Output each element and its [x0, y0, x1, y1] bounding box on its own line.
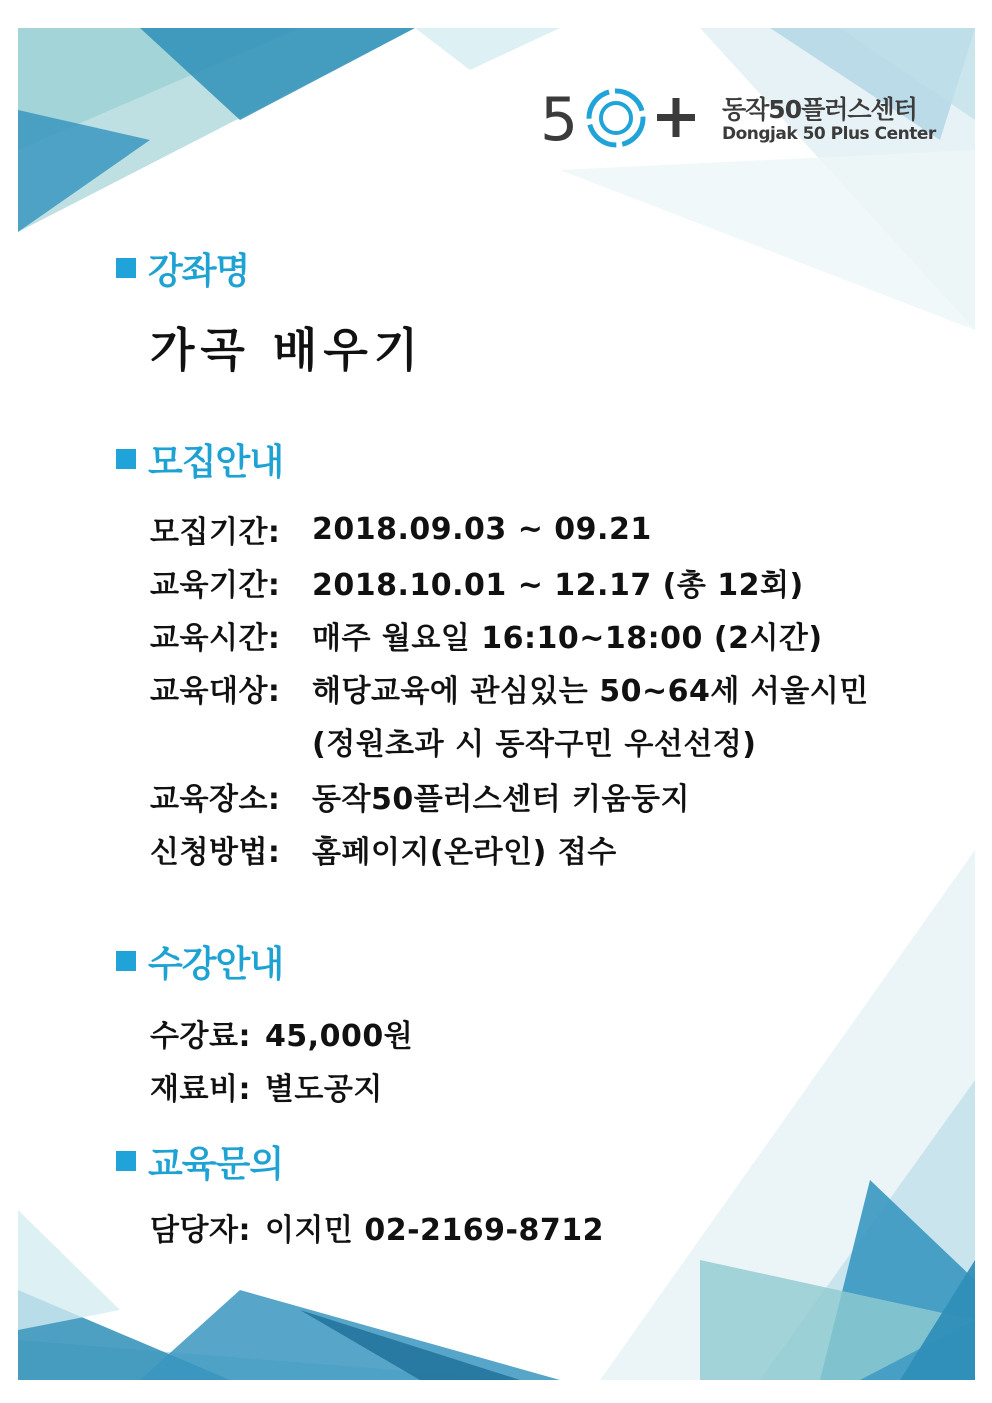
section-course-header: [116, 245, 249, 291]
svg-text:5: 5: [540, 85, 579, 154]
contact-row: [150, 1205, 604, 1249]
recruit-period-row: [150, 507, 652, 551]
tuition-fee-row: [150, 1011, 413, 1055]
row-value: 해당교육에 관심있는 50~64세 서울시민: [312, 674, 869, 709]
row-label: 교육시간:: [150, 621, 281, 656]
education-period-row: [150, 560, 804, 604]
education-place-row: [150, 774, 690, 818]
row-label: 담당자:: [150, 1213, 251, 1248]
section-title: 수강안내: [148, 943, 284, 985]
fifty-plus-logo-icon: [540, 84, 700, 154]
course-name: 가곡 배우기: [150, 323, 425, 377]
row-label: 교육장소:: [150, 782, 281, 817]
row-label: 수강료:: [150, 1019, 251, 1054]
row-label: 신청방법:: [150, 835, 281, 870]
row-value: 별도공지: [264, 1072, 383, 1107]
row-value: (정원초과 시 동작구민 우선선정): [312, 727, 757, 762]
section-title: 강좌명: [148, 250, 250, 292]
bullet-square-icon: [116, 258, 136, 278]
row-value: 45,000원: [264, 1019, 414, 1054]
section-inquiry-header: [116, 1138, 283, 1184]
row-value: 동작50플러스센터 키움둥지: [312, 782, 690, 817]
row-label: 교육대상:: [150, 674, 281, 709]
apply-method-row: [150, 827, 617, 871]
row-value: 이지민 02-2169-8712: [264, 1213, 604, 1248]
material-fee-row: [150, 1064, 383, 1108]
row-label: 모집기간:: [150, 515, 281, 550]
section-title: 모집안내: [148, 441, 284, 483]
row-label: 재료비:: [150, 1072, 251, 1107]
bullet-square-icon: [116, 1151, 136, 1171]
row-value: 홈페이지(온라인) 접수: [312, 835, 617, 870]
section-recruit-header: [116, 436, 283, 482]
section-tuition-header: [116, 938, 283, 984]
row-value: 매주 월요일 16:10~18:00 (2시간): [312, 621, 823, 656]
bullet-square-icon: [116, 449, 136, 469]
bullet-square-icon: [116, 951, 136, 971]
education-target-row: [150, 666, 869, 710]
row-value: 2018.10.01 ~ 12.17 (총 12회): [312, 568, 804, 603]
education-time-row: [150, 613, 823, 657]
row-label: 교육기간:: [150, 568, 281, 603]
logo-title: 동작50플러스센터: [722, 95, 917, 124]
logo-subtitle: Dongjak 50 Plus Center: [722, 124, 936, 144]
section-title: 교육문의: [148, 1143, 284, 1185]
row-value: 2018.09.03 ~ 09.21: [312, 511, 652, 547]
education-target-note-row: [312, 719, 757, 763]
